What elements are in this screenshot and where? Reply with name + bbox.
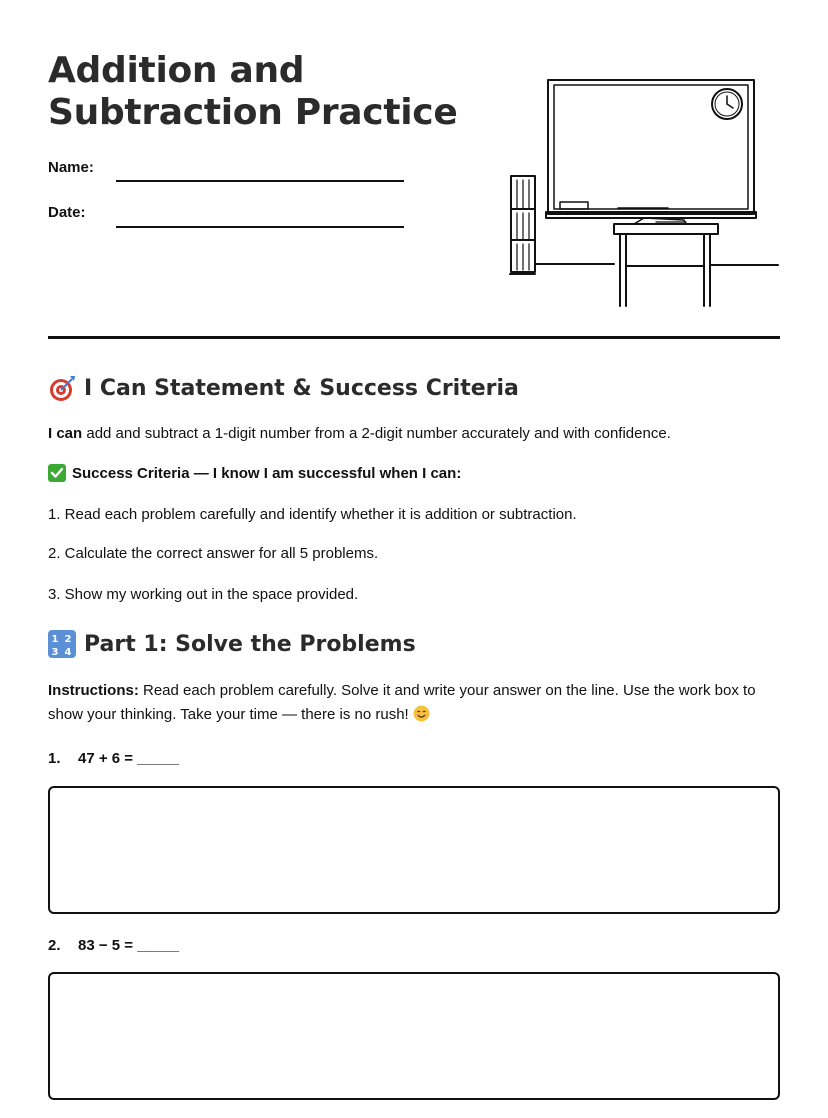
date-label: Date: [48,204,86,221]
i-can-heading [48,374,519,402]
svg-text:4: 4 [64,647,72,658]
header-divider [48,336,780,339]
instructions-label: Instructions: [48,682,139,699]
i-can-lead: I can [48,425,83,442]
svg-text:3: 3 [51,647,59,658]
input-numbers-icon [48,630,76,658]
part1-heading-text: Part 1: Solve the Problems [84,631,416,657]
smiling-face-icon [413,705,430,730]
check-mark-button-icon [48,464,66,482]
classroom-whiteboard-illustration [508,74,782,310]
i-can-statement [48,422,788,446]
problem-2 [48,937,179,954]
title-line-1: Addition and [48,50,305,91]
instructions-text: Read each problem carefully. Solve it and write your answer on the line. Use the work box to show your thinking. Take your time — there is no rush! [48,682,756,723]
name-line[interactable] [116,180,404,182]
problem-expression: 83 − 5 = _____ [78,937,179,954]
criteria-item-2: 2. Calculate the correct answer for all 5 problems. [48,545,379,562]
i-can-statement-text: add and subtract a 1-digit number from a 2-digit number accurately and with confidence. [82,425,671,442]
problem-1 [48,750,179,767]
svg-text:2: 2 [64,634,72,645]
work-box-1[interactable] [48,786,780,914]
title-line-2: Subtraction Practice [48,92,458,133]
date-line[interactable] [116,226,404,228]
svg-text:1: 1 [51,634,59,645]
name-label: Name: [48,159,94,176]
problem-number: 2. [48,937,61,954]
criteria-item-3: 3. Show my working out in the space provided. [48,586,359,603]
success-criteria-heading [48,464,461,482]
worksheet-title [48,50,468,134]
criteria-item-1: 1. Read each problem carefully and identify whether it is addition or subtraction. [48,506,577,523]
success-criteria-heading-text: Success Criteria — I know I am successful when I can: [72,464,462,482]
i-can-heading-text: I Can Statement & Success Criteria [84,375,519,401]
dart-target-icon [48,374,76,402]
problem-number: 1. [48,750,61,767]
part1-instructions [48,679,788,730]
work-box-2[interactable] [48,972,780,1100]
part1-heading [48,630,416,658]
problem-expression: 47 + 6 = _____ [78,750,179,767]
